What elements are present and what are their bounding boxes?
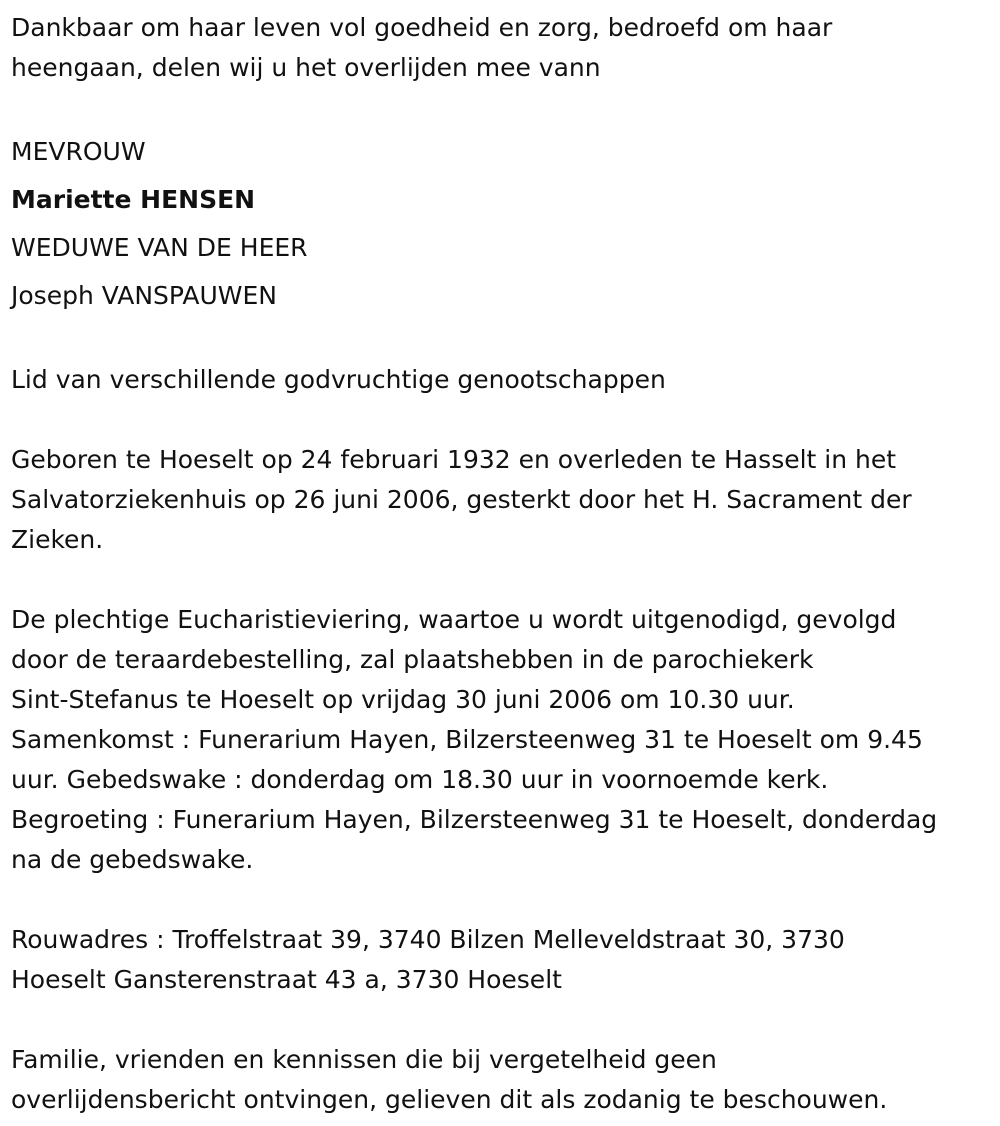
intro-paragraph [11, 8, 990, 88]
address-paragraph [11, 920, 990, 1000]
closing-paragraph [11, 1040, 990, 1120]
spacer [11, 880, 990, 920]
membership-line: Lid van verschillende godvruchtige genootschappen [11, 365, 666, 394]
ceremony-line: door de teraardebestelling, zal plaatshebben in de parochiekerk [11, 645, 814, 674]
spacer [11, 88, 990, 128]
spacer [11, 560, 990, 600]
ceremony-line: uur. Gebedswake : donderdag om 18.30 uur in voornoemde kerk. [11, 765, 829, 794]
intro-line: heengaan, delen wij u het overlijden mee vann [11, 53, 601, 82]
ceremony-line: Samenkomst : Funerarium Hayen, Bilzersteenweg 31 te Hoeselt om 9.45 [11, 725, 923, 754]
birth-death-line: Geboren te Hoeselt op 24 februari 1932 en overleden te Hasselt in het [11, 445, 897, 474]
address-line: Rouwadres : Troffelstraat 39, 3740 Bilzen Melleveldstraat 30, 3730 [11, 925, 845, 954]
spacer [11, 400, 990, 440]
ceremony-line: De plechtige Eucharistieviering, waartoe u wordt uitgenodigd, gevolgd [11, 605, 897, 634]
birth-death-line: Salvatorziekenhuis op 26 juni 2006, gesterkt door het H. Sacrament der [11, 485, 912, 514]
spacer [11, 1000, 990, 1040]
birth-death-line: Zieken. [11, 525, 104, 554]
honorific-title: MEVROUW [11, 137, 146, 166]
ceremony-line: Begroeting : Funerarium Hayen, Bilzersteenweg 31 te Hoeselt, donderdag [11, 805, 938, 834]
address-line: Hoeselt Gansterenstraat 43 a, 3730 Hoeselt [11, 965, 562, 994]
ceremony-paragraph [11, 600, 990, 880]
widow-of-label: WEDUWE VAN DE HEER [11, 233, 308, 262]
closing-line: overlijdensbericht ontvingen, gelieven dit als zodanig te beschouwen. [11, 1085, 888, 1114]
spouse-name: Joseph VANSPAUWEN [11, 281, 278, 310]
ceremony-line: Sint-Stefanus te Hoeselt op vrijdag 30 juni 2006 om 10.30 uur. [11, 685, 795, 714]
birth-death-paragraph [11, 440, 990, 560]
spacer [11, 320, 990, 360]
closing-line: Familie, vrienden en kennissen die bij vergetelheid geen [11, 1045, 717, 1074]
name-block [11, 128, 990, 320]
intro-line: Dankbaar om haar leven vol goedheid en zorg, bedroefd om haar [11, 13, 833, 42]
ceremony-line: na de gebedswake. [11, 845, 254, 874]
deceased-name: Mariette HENSEN [11, 185, 256, 214]
membership-paragraph [11, 360, 990, 400]
